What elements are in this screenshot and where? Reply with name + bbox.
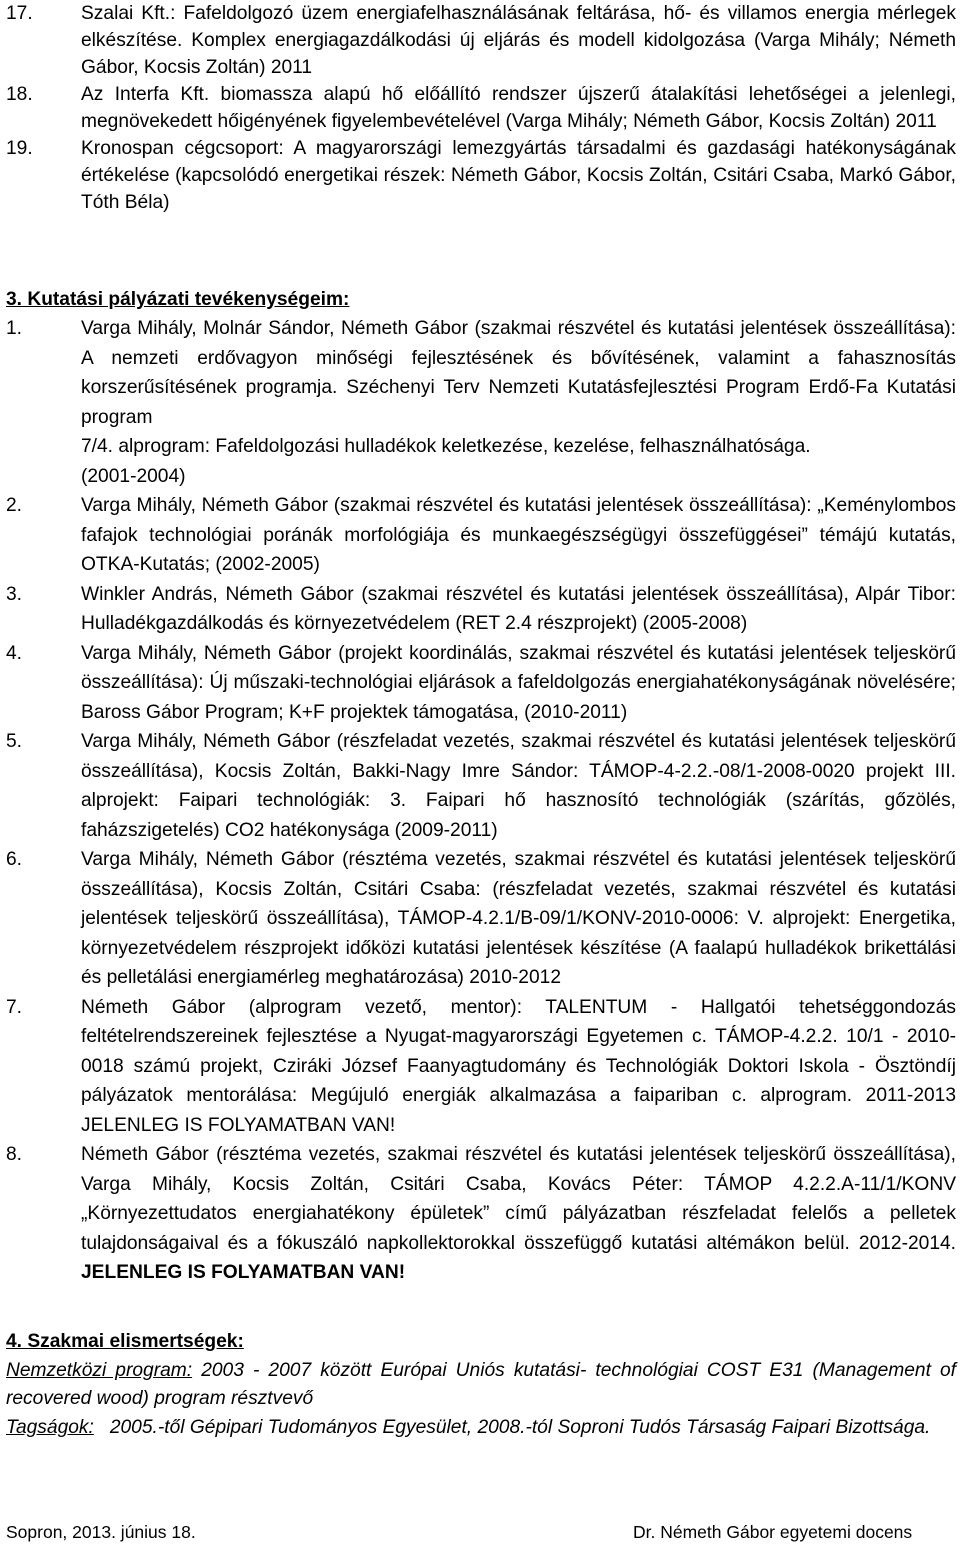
item-number: 5. bbox=[6, 731, 23, 752]
item-text: Varga Mihály, Németh Gábor (részfeladat vezetés, szakmai részvétel és kutatási jelentések teljeskörű összeállítása), Kocsis Zoltán, Bakki-Nagy Imre Sándor: TÁMOP-4-2.2.-08/1-2008-0020 projekt III. alprojekt: Faipari technológiák: 3. Faipari hő hasznosító technológiák (szárítás, gőzölés, faházszigetelés) CO2 hatékonysága (2009-2011) bbox=[81, 731, 956, 841]
item-number: 1. bbox=[6, 318, 23, 339]
item-text: Varga Mihály, Németh Gábor (szakmai részvétel és kutatási jelentések összeállítása): „Keménylombos fafajok technológiai poránák morfológiája és munkaegészségügyi összefüggései” témájú kutatás, OTKA-Kutatás; (2002-2005) bbox=[81, 495, 956, 575]
international-program-label: Nemzetközi program: bbox=[6, 1360, 193, 1381]
item-text: Winkler András, Németh Gábor (szakmai részvétel és kutatási jelentések összeállítása), Alpár Tibor: Hulladékgazdálkodás és környezetvédelem (RET 2.4 részprojekt) (2005-2008) bbox=[81, 583, 956, 634]
item-number: 4. bbox=[6, 642, 23, 664]
item-number: 7. bbox=[6, 996, 23, 1018]
memberships-label: Tagságok: bbox=[6, 1417, 94, 1438]
signature: Dr. Németh Gábor egyetemi docens bbox=[633, 1522, 913, 1542]
item-subprogram: 7/4. alprogram: Fafeldolgozási hulladékok keletkezése, kezelése, felhasználhatósága. bbox=[81, 436, 811, 457]
international-program-text: 2003 - 2007 között Európai Uniós kutatási- technológiai COST E31 (Management of recovered wood) program résztvevő bbox=[6, 1360, 956, 1409]
list-item bbox=[6, 639, 956, 728]
item-number: 3. bbox=[6, 583, 23, 605]
list-item bbox=[6, 314, 956, 491]
memberships-text: 2005.-től Gépipari Tudományos Egyesület, 2008.-tól Soproni Tudós Társaság Faipari Bizottsága. bbox=[109, 1417, 931, 1438]
item-number: 6. bbox=[6, 849, 23, 870]
list-item bbox=[6, 1140, 956, 1288]
list-item bbox=[6, 845, 956, 993]
item-number: 19. bbox=[6, 138, 33, 159]
memberships bbox=[6, 1414, 956, 1442]
item-text: Varga Mihály, Németh Gábor (projekt koordinálás, szakmai részvétel és kutatási jelentések teljeskörű összeállítása): Új műszaki-technológiai eljárások a fafeldolgozás energiahatékonyságának növelésére; Baross Gábor Program; K+F projektek támogatása, (2010-2011) bbox=[81, 642, 956, 723]
item-text: Varga Mihály, Németh Gábor (résztéma vezetés, szakmai részvétel és kutatási jelentések teljeskörű összeállítása), Kocsis Zoltán, Csitári Csaba: (részfeladat vezetés, szakmai részvétel és kutatási jelentések teljeskörű összeállítása), TÁMOP-4.2.1/B-09/1/KONV-2010-0006: V. alprojekt: Energetika, környezetvédelem részprojekt időközi kutatási jelentések készítése (A faalapú hulladékok brikettálási és pelletálási energiamérleg meghatározása) 2010-2012 bbox=[81, 849, 956, 988]
list-item bbox=[6, 727, 956, 845]
item-number: 18. bbox=[6, 84, 33, 105]
section-3-list bbox=[6, 314, 956, 1288]
prior-items-list bbox=[6, 0, 956, 216]
list-item bbox=[6, 0, 956, 81]
list-item bbox=[6, 81, 956, 135]
place-date: Sopron, 2013. június 18. bbox=[6, 1522, 196, 1542]
list-item bbox=[6, 135, 956, 216]
international-program bbox=[6, 1357, 956, 1413]
section-3-heading: 3. Kutatási pályázati tevékenységeim: bbox=[6, 289, 350, 310]
item-period: (2001-2004) bbox=[81, 465, 186, 487]
item-text: Kronospan cégcsoport: A magyarországi lemezgyártás társadalmi és gazdasági hatékonyságának értékelése (kapcsolódó energetikai részek: Németh Gábor, Kocsis Zoltán, Csitári Csaba, Markó Gábor, Tóth Béla) bbox=[81, 138, 956, 213]
item-text: Szalai Kft.: Fafeldolgozó üzem energiafelhasználásának feltárása, hő- és villamos energia mérlegek elkészítése. Komplex energiagazdálkodási új eljárás és modell kidolgozása (Varga Mihály; Németh Gábor, Kocsis Zoltán) 2011 bbox=[81, 3, 956, 78]
item-text: Az Interfa Kft. biomassza alapú hő előállító rendszer újszerű átalakítási lehetőségei a jelenlegi, megnövekedett hőigényének figyelembevételével (Varga Mihály; Németh Gábor, Kocsis Zoltán) 2011 bbox=[81, 84, 956, 132]
item-text: Németh Gábor (résztéma vezetés, szakmai részvétel és kutatási jelentések teljeskörű összeállítása), Varga Mihály, Kocsis Zoltán, Csitári Csaba, Kovács Péter: TÁMOP 4.2.2.A-11/1/KONV „Környezettudatos energiahatékony épületek” című pályázatban részfeladat felelős a pelletek tulajdonságaival és a fókuszáló napkollektorokkal összefüggő kutatási altémákon belül. 2012-2014. bbox=[81, 1144, 956, 1254]
item-number: 2. bbox=[6, 495, 23, 516]
list-item bbox=[6, 491, 956, 580]
list-item bbox=[6, 993, 956, 1141]
list-item bbox=[6, 580, 956, 639]
item-status-bold: JELENLEG IS FOLYAMATBAN VAN! bbox=[81, 1262, 406, 1283]
item-text: Németh Gábor (alprogram vezető, mentor): TALENTUM - Hallgatói tehetséggondozás feltételrendszereinek fejlesztése a Nyugat-magyarországi Egyetemen c. TÁMOP-4.2.2. 10/1 - 2010-0018 számú projekt, Cziráki József Faanyagtudomány és Technológiák Doktori Iskola - Ösztöndíj pályázatok mentorálása: Megújuló energiák alkalmazása a faipariban c. alprogram. 2011-2013 JELENLEG IS FOLYAMATBAN VAN! bbox=[81, 996, 956, 1136]
item-text: Varga Mihály, Molnár Sándor, Németh Gábor (szakmai részvétel és kutatási jelentések összeállítása): A nemzeti erdővagyon minőségi fejlesztésének és bővítésének, valamint a fahasznosítás korszerűsítésének programja. Széchenyi Terv Nemzeti Kutatásfejlesztési Program Erdő-Fa Kutatási program bbox=[81, 318, 956, 428]
item-number: 17. bbox=[6, 3, 33, 24]
section-4-heading: 4. Szakmai elismertségek: bbox=[6, 1331, 244, 1352]
item-number: 8. bbox=[6, 1144, 23, 1165]
